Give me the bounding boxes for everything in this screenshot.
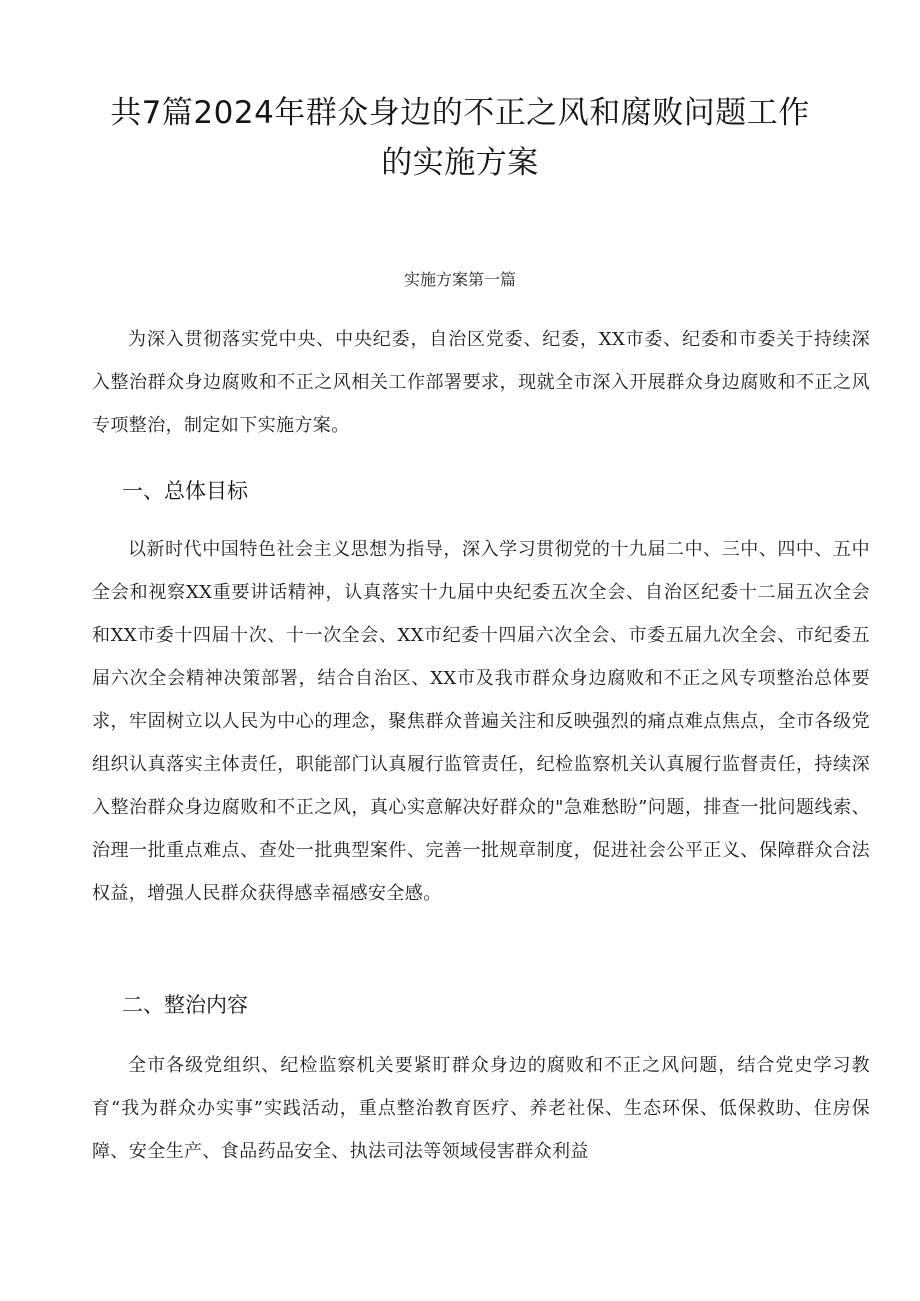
section-heading-overall-goal: 一、总体目标 bbox=[122, 479, 248, 503]
section-paragraph-rectification-content: 全市各级党组织、纪检监察机关要紧盯群众身边的腐败和不正之风问题，结合党史学习教育“我为群众办实事”实践活动，重点整治教育医疗、养老社保、生态环保、低保救助、住房保障、安全生产、食品药品安全、执法司法等领域侵害群众利益 bbox=[92, 1055, 870, 1162]
intro-paragraph: 为深入贯彻落实党中央、中央纪委，自治区党委、纪委，XX市委、纪委和市委关于持续深入整治群众身边腐败和不正之风相关工作部署要求，现就全市深入开展群众身边腐败和不正之风专项整治，制定如下实施方案。 bbox=[92, 329, 870, 436]
document-subtitle: 实施方案第一篇 bbox=[403, 270, 516, 289]
section-paragraph-overall-goal: 以新时代中国特色社会主义思想为指导，深入学习贯彻党的十九届二中、三中、四中、五中全会和视察XX重要讲话精神，认真落实十九届中央纪委五次全会、自治区纪委十二届五次全会和XX市委十四届十次、十一次全会、XX市纪委十四届六次全会、市委五届九次全会、市纪委五届六次全会精神决策部署，结合自治区、XX市及我市群众身边腐败和不正之风专项整治总体要求，牢固树立以人民为中心的理念，聚焦群众普遍关注和反映强烈的痛点难点焦点，全市各级党组织认真落实主体责任，职能部门认真履行监管责任，纪检监察机关认真履行监督责任，持续深入整治群众身边腐败和不正之风，真心实意解决好群众的"急难愁盼”问题，排查一批问题线索、治理一批重点难点、查处一批典型案件、完善一批规章制度，促进社会公平正义、保障群众合法权益，增强人民群众获得感幸福感安全感。 bbox=[92, 539, 870, 904]
section-heading-rectification-content: 二、整治内容 bbox=[122, 993, 248, 1017]
document-title bbox=[60, 88, 860, 188]
title-line-1: 共7篇2024年群众身边的不正之风和腐败问题工作 bbox=[110, 95, 810, 131]
title-line-2: 的实施方案 bbox=[381, 145, 539, 181]
